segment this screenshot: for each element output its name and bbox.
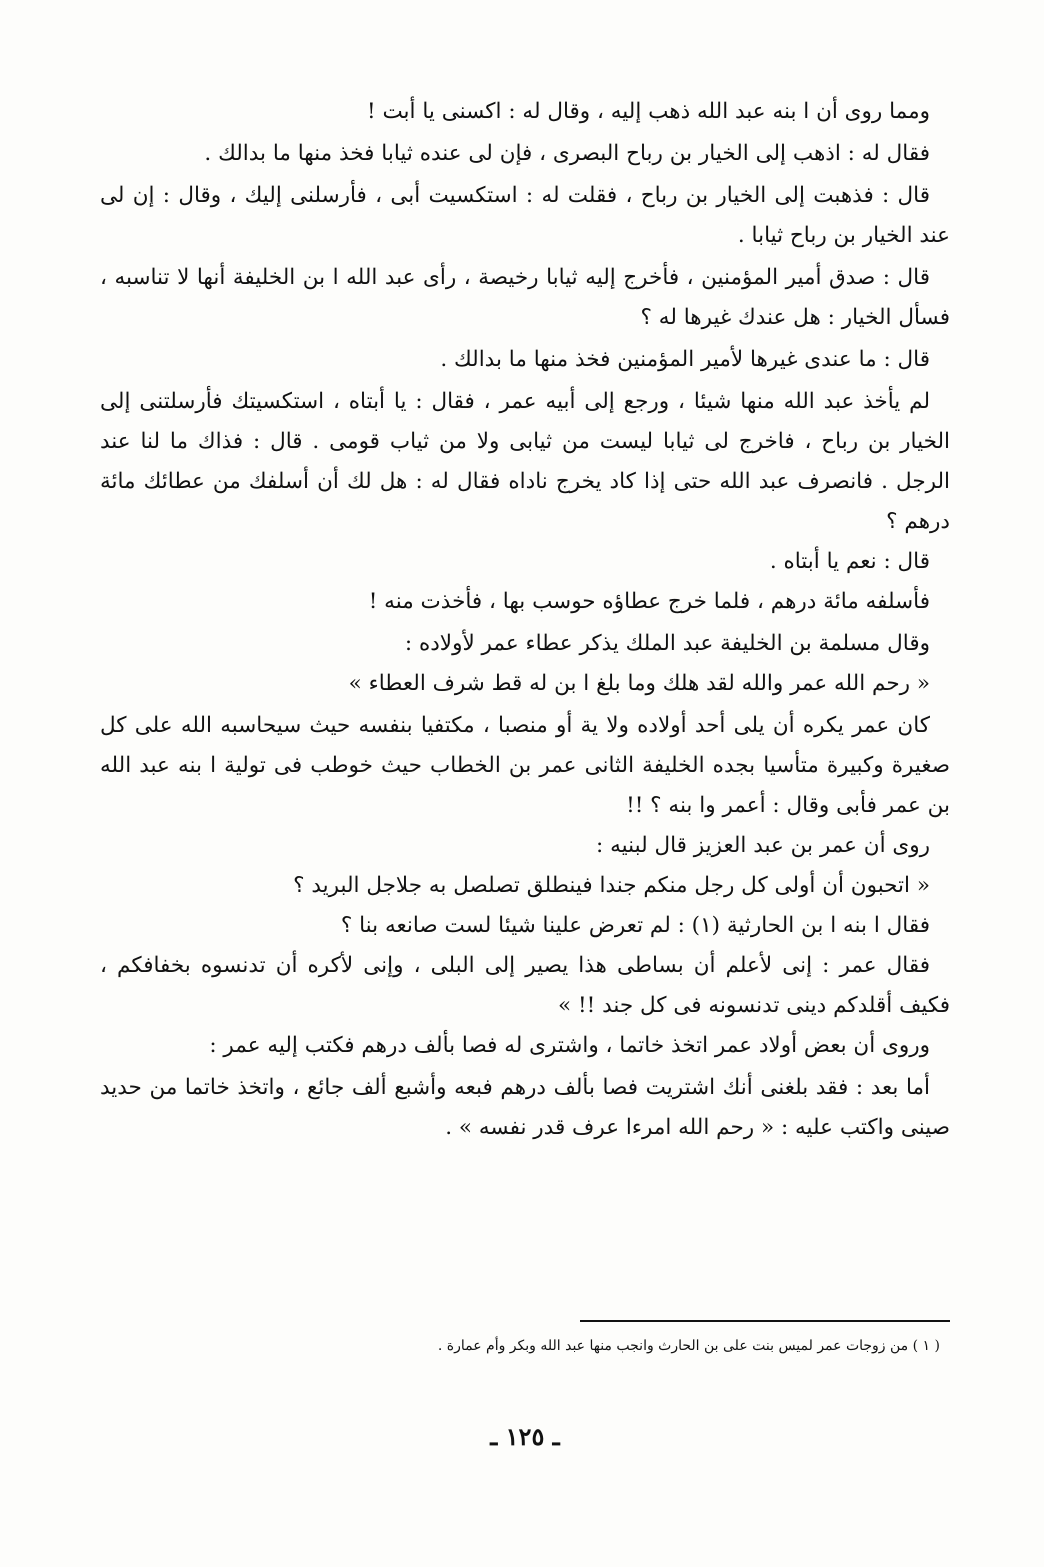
quote: « رحم الله عمر والله لقد هلك وما بلغ ا بن له قط شرف العطاء » xyxy=(348,671,930,696)
paragraph: قال : فذهبت إلى الخيار بن رباح ، فقلت له : استكسيت أبى ، فأرسلنى إليك ، وقال : إن لى عند الخيار بن رباح ثيابا . xyxy=(100,183,950,248)
paragraph: أما بعد : فقد بلغنى أنك اشتريت فصا بألف درهم فبعه وأشبع ألف جائع ، واتخذ خاتما من حديد صينى واكتب عليه : « رحم الله امرءا عرف قدر نفسه » . xyxy=(100,1075,950,1140)
page-number: ـ ١٢٥ ـ xyxy=(490,1422,560,1451)
paragraph: روى أن عمر بن عبد العزيز قال لبنيه : xyxy=(596,833,930,858)
paragraph: قال : نعم يا أبتاه . xyxy=(769,549,930,574)
paragraph: فقال ا بنه ا بن الحارثية (١) : لم تعرض علينا شيئا لست صانعه بنا ؟ xyxy=(340,913,930,938)
paragraph: فقال عمر : إنى لأعلم أن بساطى هذا يصير إلى البلى ، وإنى لأكره أن تدنسوه بخفافكم ، فكيف أقلدكم دينى تدنسونه فى كل جند !! » xyxy=(100,953,950,1018)
paragraph: قال : ما عندى غيرها لأمير المؤمنين فخذ منها ما بدالك . xyxy=(440,347,930,372)
paragraph: وقال مسلمة بن الخليفة عبد الملك يذكر عطاء عمر لأولاده : xyxy=(404,631,930,656)
paragraph: وروى أن بعض أولاد عمر اتخذ خاتما ، واشترى له فصا بألف درهم فكتب إليه عمر : xyxy=(209,1033,930,1058)
paragraph: فأسلفه مائة درهم ، فلما خرج عطاؤه حوسب بها ، فأخذت منه ! xyxy=(368,589,930,614)
main-text xyxy=(100,92,950,1148)
footnote: ( ١ ) من زوجات عمر لميس بنت على بن الحارث وانجب منها عبد الله وبكر وأم عمارة . xyxy=(437,1338,940,1354)
paragraph: قال : صدق أمير المؤمنين ، فأخرج إليه ثيابا رخيصة ، رأى عبد الله ا بن الخليفة أنها لا تناسبه ، فسأل الخيار : هل عندك غيرها له ؟ xyxy=(100,265,950,330)
footnote-divider xyxy=(580,1320,950,1322)
paragraph: كان عمر يكره أن يلى أحد أولاده ولا ية أو منصبا ، مكتفيا بنفسه حيث سيحاسبه الله على كل صغيرة وكبيرة متأسيا بجده الخليفة الثانى عمر بن الخطاب حيث خوطب فى تولية ا بنه عبد الله بن عمر فأبى وقال : أعمر وا بنه ؟ !! xyxy=(100,713,950,818)
paragraph: فقال له : اذهب إلى الخيار بن رباح البصرى ، فإن لى عنده ثيابا فخذ منها ما بدالك . xyxy=(204,141,930,166)
quote: « اتحبون أن أولى كل رجل منكم جندا فينطلق تصلصل به جلاجل البريد ؟ xyxy=(293,873,930,898)
paragraph: ومما روى أن ا بنه عبد الله ذهب إليه ، وقال له : اكسنى يا أبت ! xyxy=(366,99,930,124)
paragraph: لم يأخذ عبد الله منها شيئا ، ورجع إلى أبيه عمر ، فقال : يا أبتاه ، استكسيتك فأرسلتنى إلى الخيار بن رباح ، فاخرج لى ثيابا ليست من ثيابى ولا من ثياب قومى . قال : فذاك ما لنا عند الرجل . فانصرف عبد الله حتى إذا كاد يخرج ناداه فقال له : هل لك أن أسلفك من عطائك مائة درهم ؟ xyxy=(100,389,950,534)
